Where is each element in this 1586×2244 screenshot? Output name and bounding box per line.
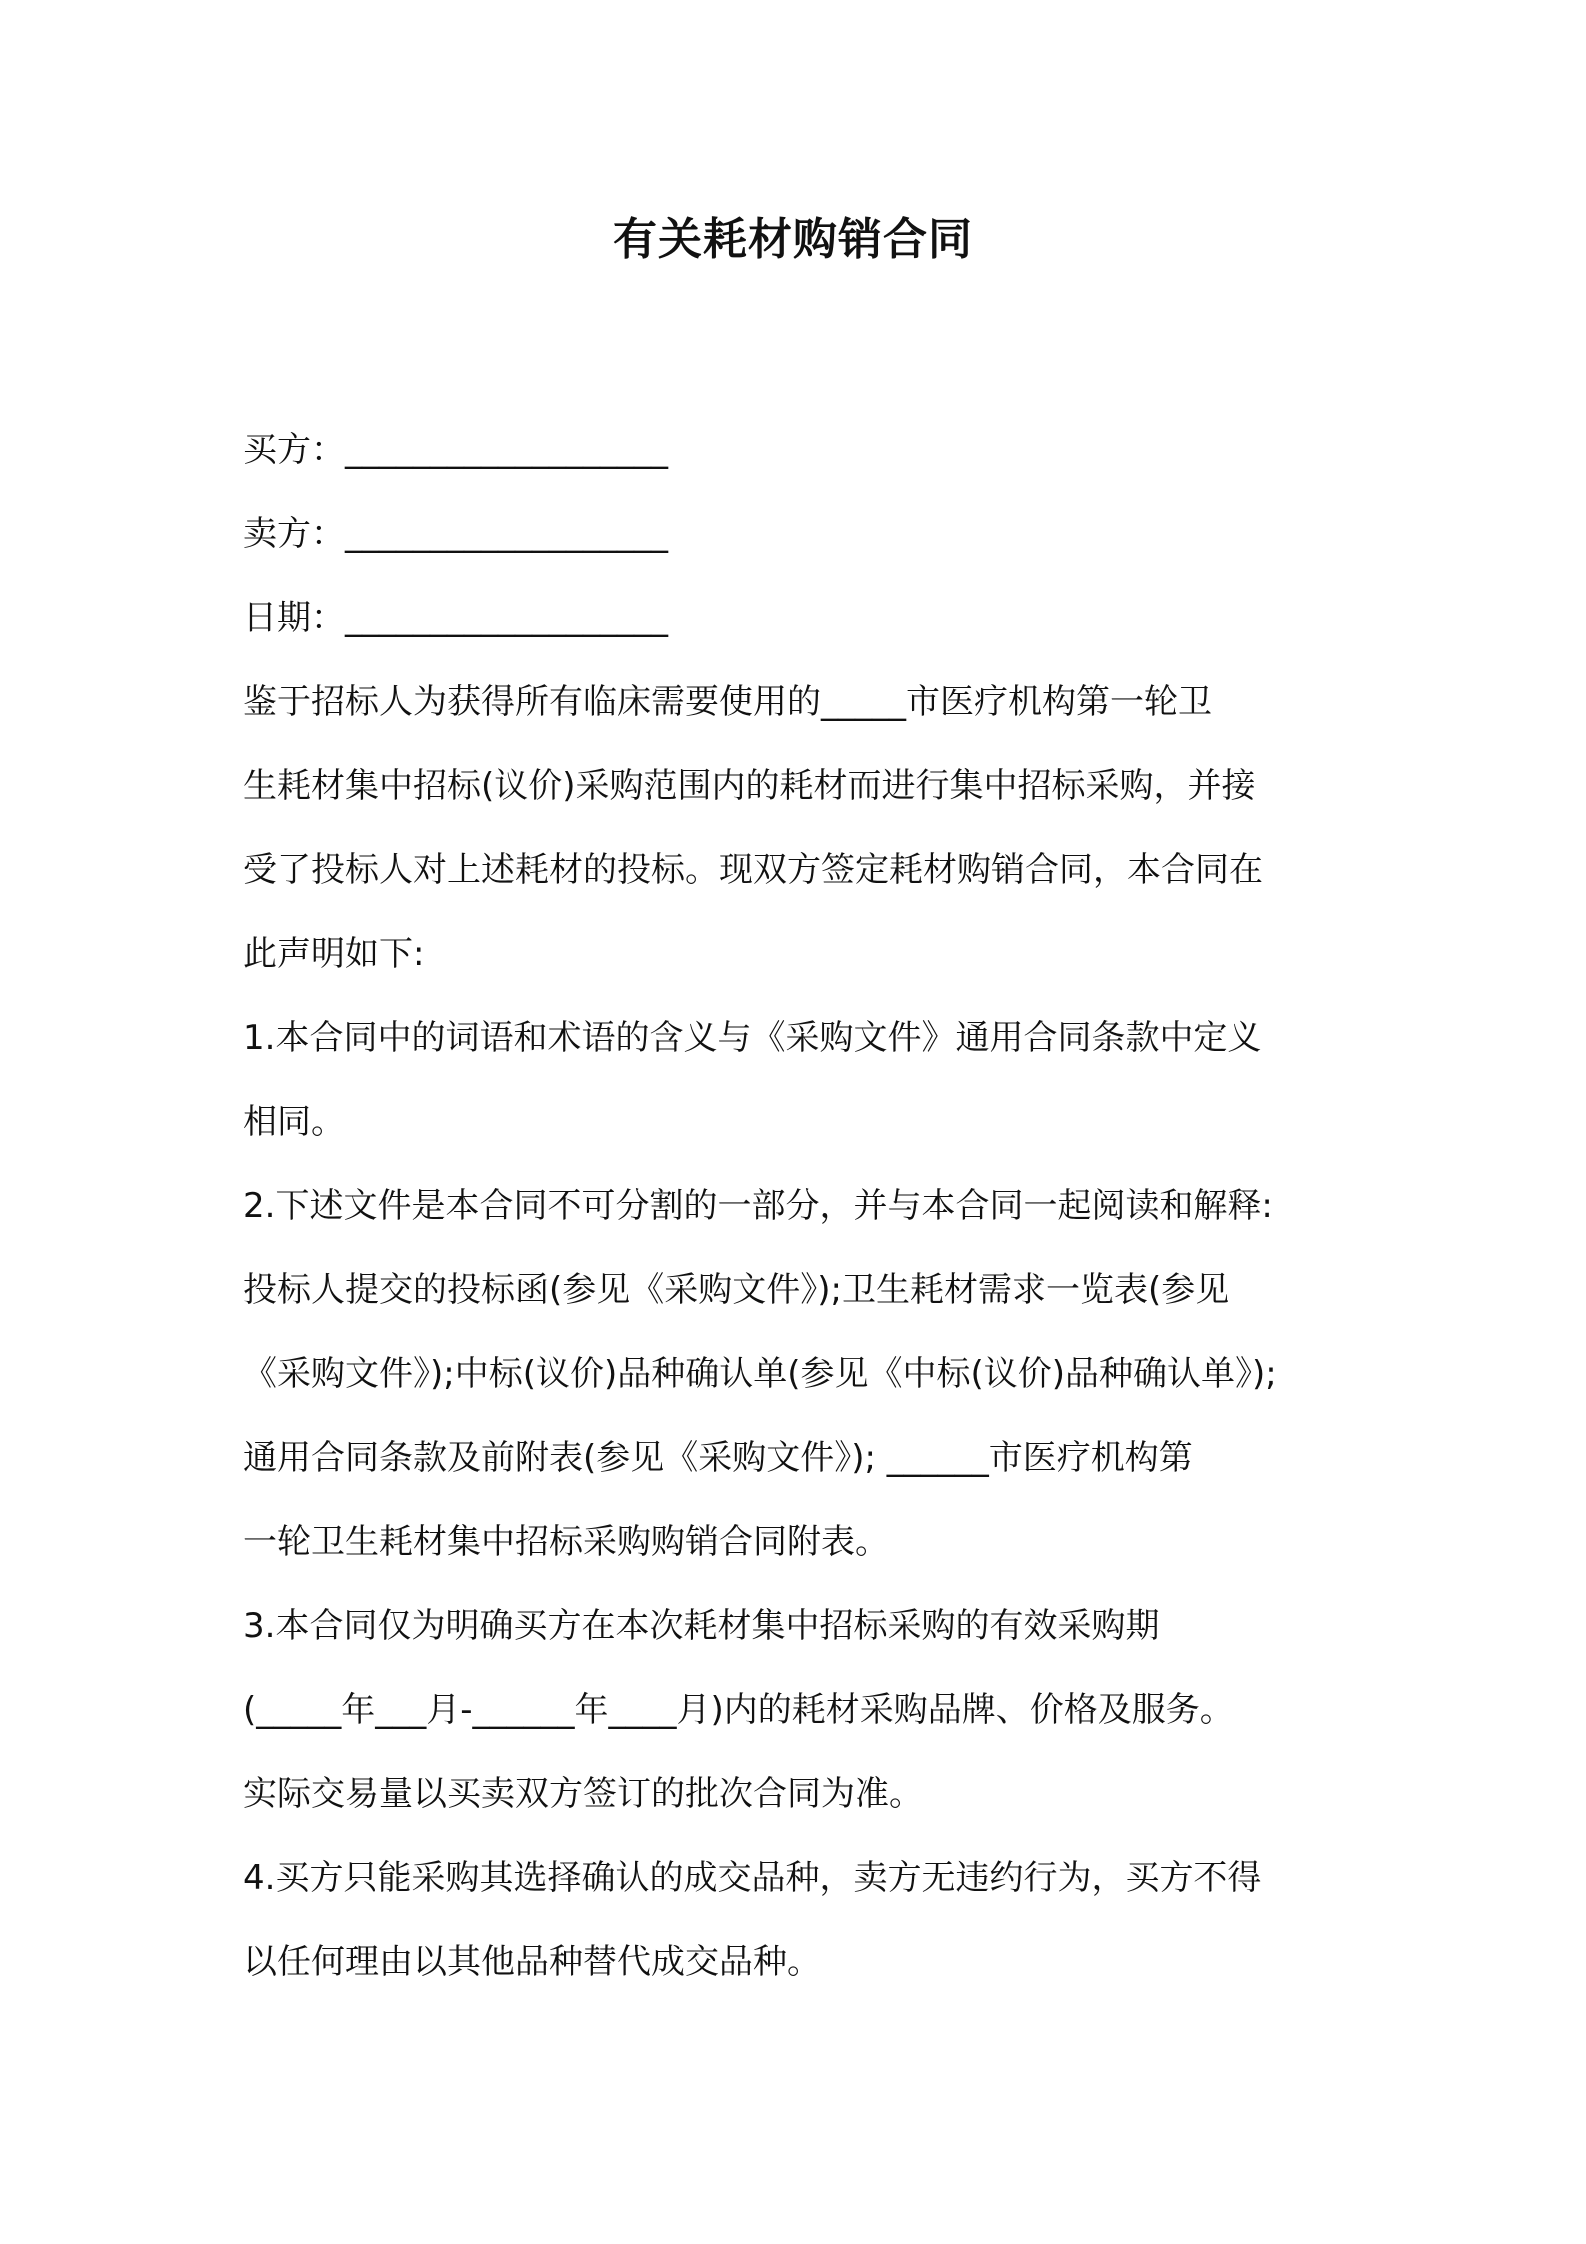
clause-3-line: 3.本合同仅为明确买方在本次耗材集中招标采购的有效采购期 — [243, 1606, 1160, 1646]
preamble-line: 受了投标人对上述耗材的投标。现双方签定耗材购销合同，本合同在 — [243, 850, 1263, 890]
date-line: 日期：___________________ — [243, 598, 668, 638]
clause-4-line: 4.买方只能采购其选择确认的成交品种，卖方无违约行为，买方不得 — [243, 1858, 1262, 1898]
clause-1-line: 相同。 — [243, 1102, 345, 1142]
clause-1-line: 1.本合同中的词语和术语的含义与《采购文件》通用合同条款中定义 — [243, 1018, 1262, 1058]
clause-4-line: 以任何理由以其他品种替代成交品种。 — [243, 1942, 821, 1982]
clause-2-line: 通用合同条款及前附表(参见《采购文件》); ______市医疗机构第 — [243, 1438, 1193, 1478]
preamble-line: 鉴于招标人为获得所有临床需要使用的_____市医疗机构第一轮卫 — [243, 682, 1212, 722]
clause-3-line: (_____年___月-______年____月)内的耗材采购品牌、价格及服务。 — [243, 1690, 1234, 1730]
clause-3-line: 实际交易量以买卖双方签订的批次合同为准。 — [243, 1774, 923, 1814]
preamble-line: 生耗材集中招标(议价)采购范围内的耗材而进行集中招标采购，并接 — [243, 766, 1256, 806]
document-body — [243, 408, 1363, 2004]
clause-2-line: 一轮卫生耗材集中招标采购购销合同附表。 — [243, 1522, 889, 1562]
clause-2-line: 《采购文件》);中标(议价)品种确认单(参见《中标(议价)品种确认单》); — [243, 1354, 1277, 1394]
buyer-line: 买方：___________________ — [243, 430, 668, 470]
document-title: 有关耗材购销合同 — [613, 214, 973, 265]
preamble-line: 此声明如下: — [243, 934, 425, 974]
seller-line: 卖方：___________________ — [243, 514, 668, 554]
clause-2-line: 2.下述文件是本合同不可分割的一部分，并与本合同一起阅读和解释: — [243, 1186, 1273, 1226]
clause-2-line: 投标人提交的投标函(参见《采购文件》);卫生耗材需求一览表(参见 — [243, 1270, 1230, 1310]
